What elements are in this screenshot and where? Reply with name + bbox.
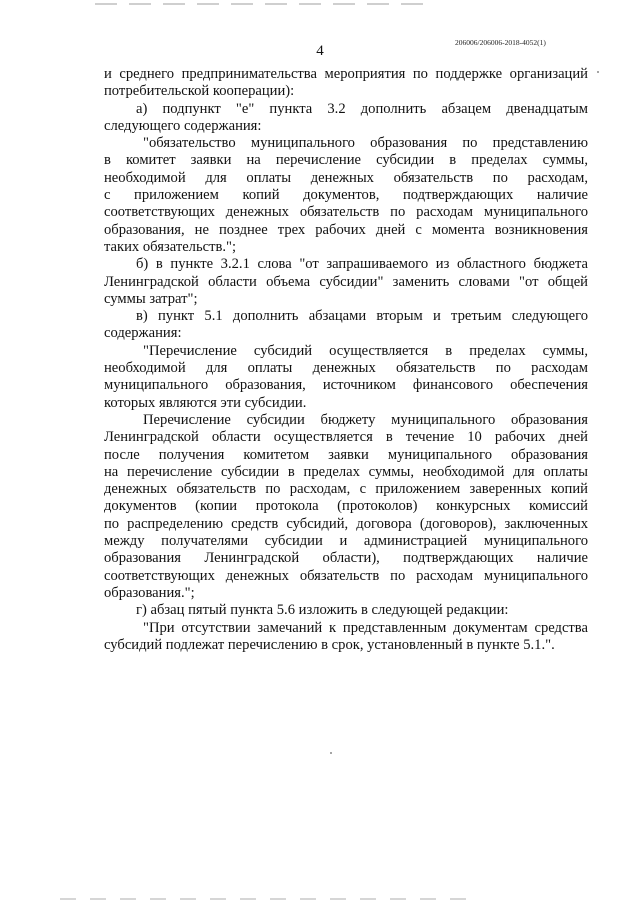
text-line: денежных обязательств по расходам, с приложением заверенных копий xyxy=(104,481,588,498)
text-line: субсидий подлежат перечислению в срок, установленный в пункте 5.1.". xyxy=(104,636,555,653)
scan-artifact-bottom xyxy=(60,898,480,900)
text-line: которых являются эти субсидии. xyxy=(104,394,307,411)
text-line: "Перечисление субсидий осуществляется в пределах суммы, xyxy=(143,342,588,359)
text-line: и среднего предпринимательства мероприятия по поддержке организаций xyxy=(104,66,588,82)
text-line: в) пункт 5.1 дополнить абзацами вторым и третьим следующего xyxy=(136,308,588,325)
page-number: 4 xyxy=(316,43,324,59)
text-line: образования Ленинградской области), подтверждающих наличие xyxy=(104,550,588,567)
text-line: документов (копии протокола (протоколов) конкурсных комиссий xyxy=(104,498,588,515)
text-line: "обязательство муниципального образования по представлению xyxy=(143,135,588,152)
text-line: образования."; xyxy=(104,584,195,601)
text-line: на перечисление субсидии в пределах суммы, необходимой для оплаты xyxy=(104,463,588,480)
scan-speck xyxy=(330,752,332,754)
text-line: Ленинградской области осуществляется в течение 10 рабочих дней xyxy=(104,429,588,446)
text-line: с приложением копий документов, подтверждающих наличие xyxy=(104,187,588,204)
text-line: образования, не позднее трех рабочих дней с момента возникновения xyxy=(104,221,588,238)
text-line: по распределению средств субсидий, договора (договоров), заключенных xyxy=(104,515,588,532)
text-line: "При отсутствии замечаний к представленным документам средства xyxy=(143,619,588,636)
text-line: б) в пункте 3.2.1 слова "от запрашиваемого из областного бюджета xyxy=(136,256,588,273)
text-line: г) абзац пятый пункта 5.6 изложить в следующей редакции: xyxy=(136,602,509,619)
text-line: необходимой для оплаты денежных обязательств по расходам, xyxy=(104,169,588,186)
text-line: Ленинградской области объема субсидии" заменить словами "от общей xyxy=(104,273,588,290)
scan-artifact-top xyxy=(95,3,425,5)
text-line: в комитет заявки на перечисление субсидии в пределах суммы, xyxy=(104,152,588,169)
scan-speck xyxy=(597,71,599,73)
document-id: 206006/206006-2018-4052(1) xyxy=(455,38,546,47)
text-line: потребительской кооперации): xyxy=(104,83,295,100)
text-line: а) подпункт "е" пункта 3.2 дополнить абзацем двенадцатым xyxy=(136,100,588,117)
text-line: необходимой для оплаты денежных обязательств по расходам xyxy=(104,360,588,377)
text-line: соответствующих денежных обязательств по расходам муниципального xyxy=(104,204,588,221)
text-line: после получения комитетом заявки муниципального образования xyxy=(104,446,588,463)
text-line: соответствующих денежных обязательств по расходам муниципального xyxy=(104,567,588,584)
text-line: между получателями субсидии и администрацией муниципального xyxy=(104,533,588,550)
text-line: муниципального образования, источником финансового обеспечения xyxy=(104,377,588,394)
text-line: следующего содержания: xyxy=(104,117,262,134)
text-line: таких обязательств."; xyxy=(104,238,237,255)
text-line: содержания: xyxy=(104,325,182,342)
text-line: суммы затрат"; xyxy=(104,290,198,307)
document-body xyxy=(104,66,588,654)
text-line: Перечисление субсидии бюджету муниципального образования xyxy=(143,411,588,428)
